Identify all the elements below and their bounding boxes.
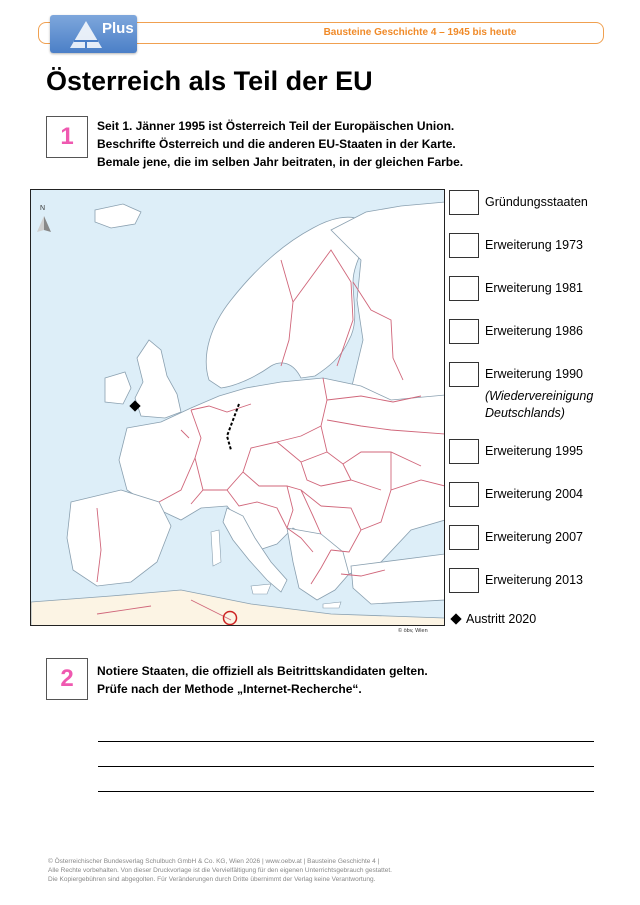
legend-label: Erweiterung 2013	[485, 573, 583, 587]
task-2-line: Notiere Staaten, die offiziell als Beitrittskandidaten gelten.	[97, 664, 428, 678]
publisher-logo	[50, 15, 137, 53]
map-credit: © öbv, Wien	[398, 628, 428, 634]
task-number-box-2: 2	[46, 658, 88, 700]
color-box[interactable]	[449, 362, 479, 387]
color-box[interactable]	[449, 525, 479, 550]
iceland-land	[95, 204, 141, 228]
europe-map[interactable]	[30, 189, 445, 626]
task-number-box-1: 1	[46, 116, 88, 158]
color-box[interactable]	[449, 190, 479, 215]
legend-label: Erweiterung 2007	[485, 530, 583, 544]
crete-land	[323, 602, 341, 608]
answer-line[interactable]	[98, 791, 594, 792]
task-1-line: Bemale jene, die im selben Jahr beitraten, in der gleichen Farbe.	[97, 155, 464, 169]
legend-label: Erweiterung 2004	[485, 487, 583, 501]
corsica-sardinia-land	[211, 530, 221, 566]
legend-label: Erweiterung 1995	[485, 444, 583, 458]
legend-note-line: Deutschlands)	[485, 406, 565, 420]
task-1-line: Seit 1. Jänner 1995 ist Österreich Teil der Europäischen Union.	[97, 119, 455, 133]
legend-label: Erweiterung 1981	[485, 281, 583, 295]
header-subtitle: Bausteine Geschichte 4 – 1945 bis heute	[323, 27, 517, 38]
color-box[interactable]	[449, 319, 479, 344]
answer-line[interactable]	[98, 741, 594, 742]
europe-map-drawing	[31, 190, 445, 626]
task-1-line: Beschrifte Österreich und die anderen EU-Staaten in der Karte.	[97, 137, 456, 151]
task-2-line: Prüfe nach der Methode „Internet-Recherche“.	[97, 682, 362, 696]
sicily-land	[251, 584, 271, 594]
legend-note	[485, 388, 593, 422]
north-label: N	[40, 205, 46, 212]
legend-label: Gründungsstaaten	[485, 195, 588, 209]
color-box[interactable]	[449, 276, 479, 301]
answer-line[interactable]	[98, 766, 594, 767]
legend-label: Erweiterung 1990	[485, 367, 583, 381]
legend-note-line: (Wiedervereinigung	[485, 389, 594, 403]
ireland-land	[105, 372, 131, 404]
legend-label: Erweiterung 1973	[485, 238, 583, 252]
task-2-instructions	[97, 662, 428, 698]
logo-text: Plus	[102, 20, 134, 37]
footer-line: Die Kopiergebühren sind abgegolten. Für Veränderungen durch Dritte übernimmt der Verlag keine Verantwortung.	[48, 876, 376, 883]
page-title: Österreich als Teil der EU	[46, 66, 373, 96]
color-box[interactable]	[449, 439, 479, 464]
legend-label: Erweiterung 1986	[485, 324, 583, 338]
iberia-land	[67, 490, 171, 586]
color-box[interactable]	[449, 482, 479, 507]
footer-line: Alle Rechte vorbehalten. Von dieser Druckvorlage ist die Vervielfältigung für den eigenen Unterrichtsgebrauch gestattet.	[48, 867, 392, 874]
footer	[48, 857, 392, 884]
exit-label: Austritt 2020	[466, 612, 537, 626]
footer-line: © Österreichischer Bundesverlag Schulbuch GmbH & Co. KG, Wien 2026 | www.oebv.at | Bausteine Geschichte 4 |	[48, 858, 380, 865]
north-arrow-icon	[37, 216, 51, 232]
color-box[interactable]	[449, 568, 479, 593]
color-box[interactable]	[449, 233, 479, 258]
task-1-instructions	[97, 117, 463, 171]
great-britain-land	[135, 340, 181, 418]
exit-diamond-icon	[450, 613, 461, 624]
